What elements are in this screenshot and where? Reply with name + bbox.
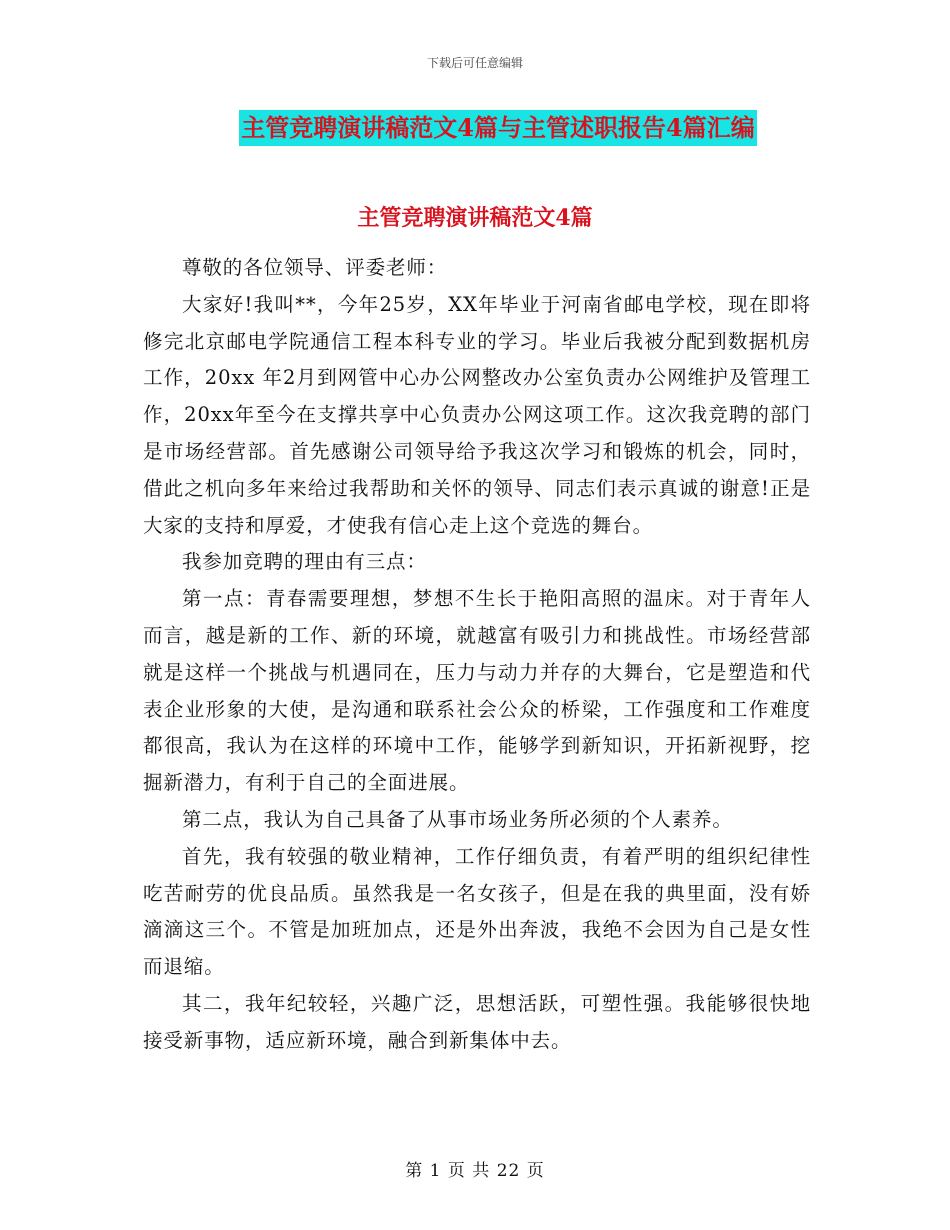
paragraph-reasons-intro: 我参加竞聘的理由有三点：	[182, 550, 427, 574]
paragraph-second-quality: 其二，我年纪较轻，兴趣广泛，思想活跃，可塑性强。我能够很快地接受新事物，适应新环境，融合到新集体中去。	[143, 991, 811, 1052]
paragraph-greeting: 尊敬的各位领导、评委老师：	[182, 256, 448, 279]
paragraph-first-quality: 首先，我有较强的敬业精神，工作仔细负责，有着严明的组织纪律性吃苦耐劳的优良品质。虽然我是一名女孩子，但是在我的典里面，没有娇滴滴这三个。不管是加班加点，还是外出奔波，我绝不会因为自己是女性而退缩。	[143, 844, 811, 979]
page-indicator: 第 1 页 共 22 页	[405, 1161, 545, 1181]
header-note: 下载后可任意编辑	[426, 56, 523, 70]
section-title: 主管竞聘演讲稿范文4篇	[357, 205, 593, 231]
document-title: 主管竞聘演讲稿范文4篇与主管述职报告4篇汇编	[239, 110, 756, 146]
paragraph-reason-two: 第二点，我认为自己具备了从事市场业务所必须的个人素养。	[182, 807, 733, 831]
paragraph-reason-one: 第一点：青春需要理想，梦想不生长于艳阳高照的温床。对于青年人而言，越是新的工作、新的环境，就越富有吸引力和挑战性。市场经营部就是这样一个挑战与机遇同在，压力与动力并存的大舞台，它是塑造和代表企业形象的大使，是沟通和联系社会公众的桥梁，工作强度和工作难度都很高，我认为在这样的环境中工作，能够学到新知识，开拓新视野，挖掘新潜力，有利于自己的全面进展。	[143, 587, 811, 795]
document-title-wrap	[0, 110, 950, 146]
body-text	[143, 250, 811, 1060]
paragraph-introduction: 大家好!我叫**，今年25岁，XX年毕业于河南省邮电学校，现在即将修完北京邮电学院通信工程本科专业的学习。毕业后我被分配到数据机房工作，20xx 年2月到网管中心办公网整改办公室负责办公网维护及管理工作，20xx年至今在支撑共享中心负责办公网这项工作。这次我竞聘的部门是市场经营部。首先感谢公司领导给予我这次学习和锻炼的机会，同时，借此之机向多年来给过我帮助和关怀的领导、同志们表示真诚的谢意!正是大家的支持和厚爱，才使我有信心走上这个竞选的舞台。	[143, 292, 811, 537]
